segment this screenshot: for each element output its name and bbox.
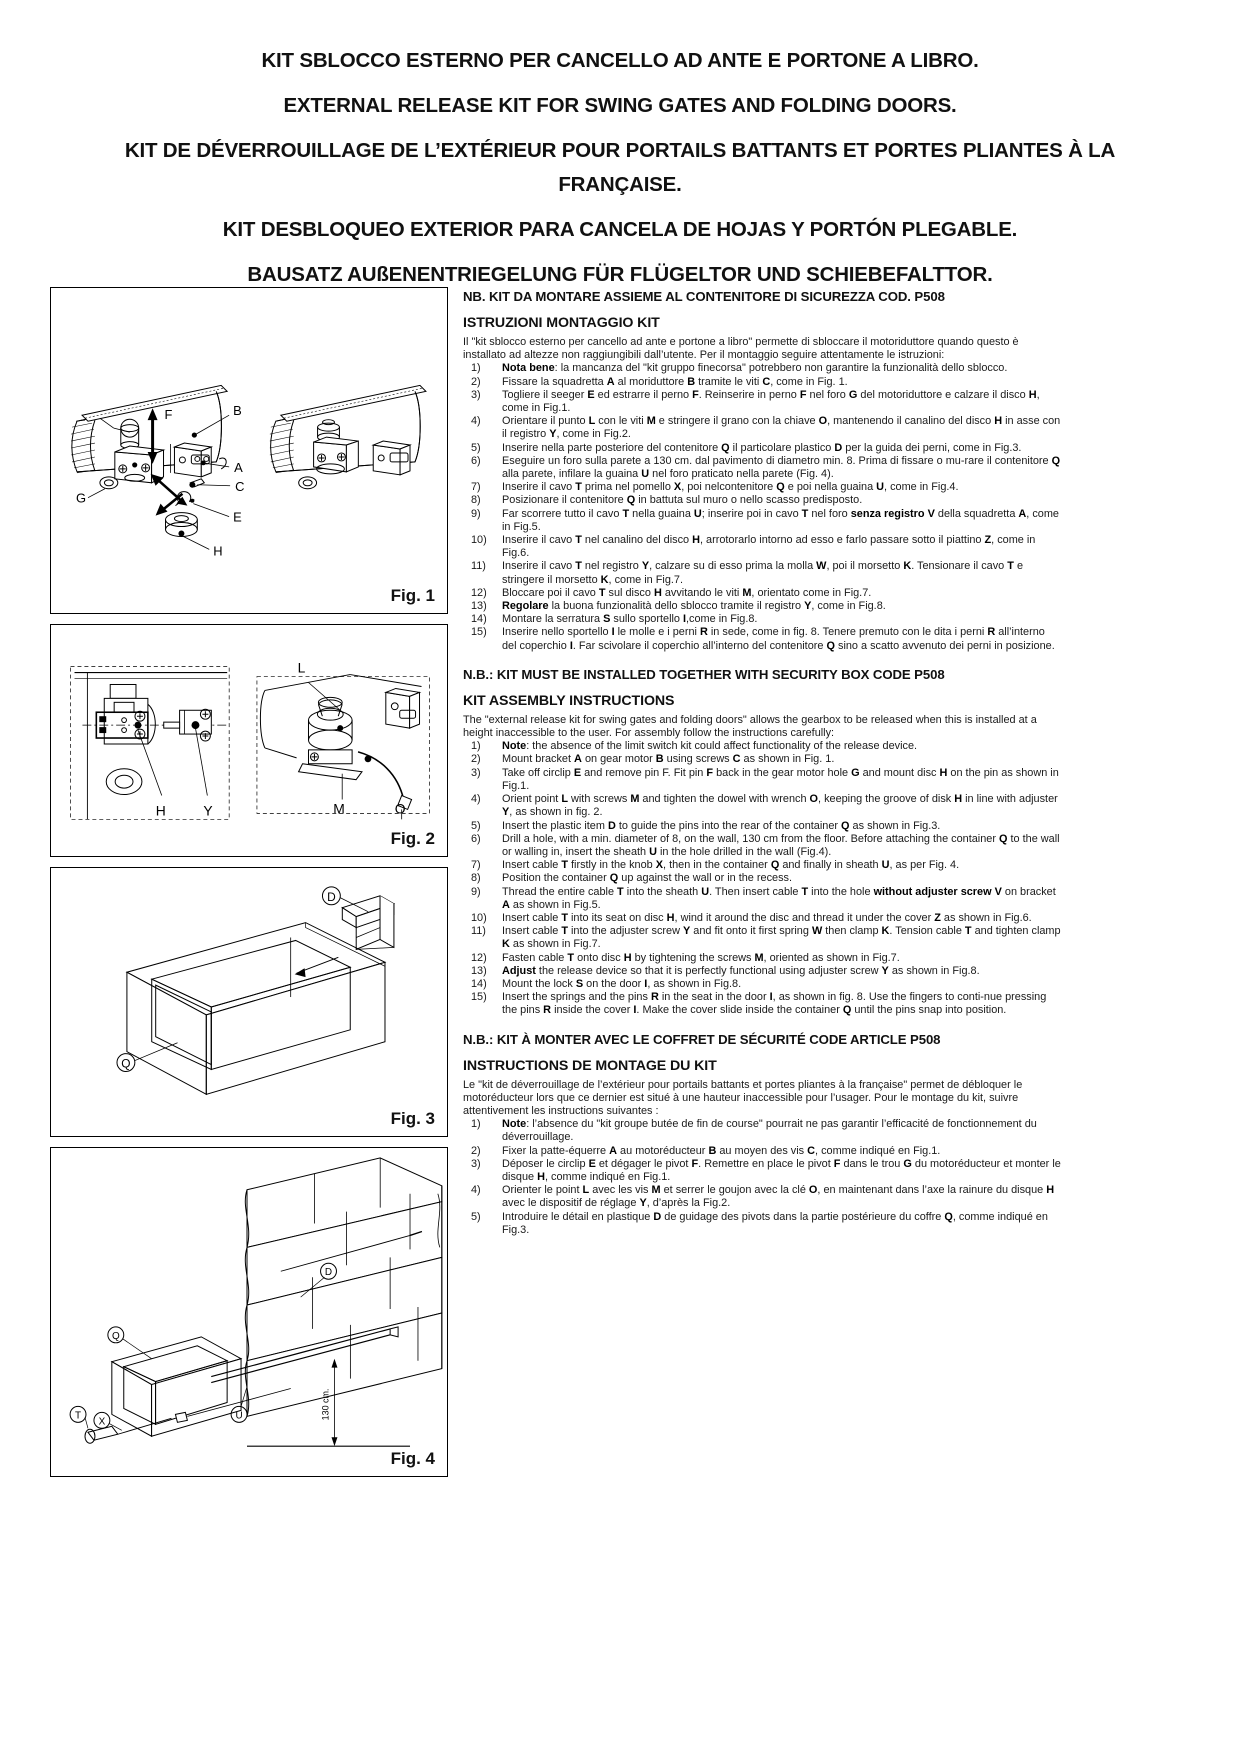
- step-number: 1): [471, 1118, 481, 1131]
- step-text: Inserire nello sportello I le molle e i perni R in sede, come in fig. 8. Tenere premuto con le dita i perni R all’interno del coperchio I. Far scivolare il coperchio all’interno del contenitore Q sino a scatto avvenuto dei perni in posizione.: [502, 626, 1055, 652]
- instruction-step: [463, 859, 1061, 872]
- figure-3-drawing: [51, 868, 447, 1136]
- english-intro: The "external release kit for swing gates and folding doors" allows the gearbox to be released when this is installed at a height inaccessible to the user. For assembly follow the instructions carefully:: [463, 713, 1037, 740]
- step-text: Thread the entire cable T into the sheath U. Then insert cable T into the hole without adjuster screw V on bracket A as shown in Fig.5.: [502, 885, 1056, 911]
- title-block: [100, 44, 1140, 292]
- step-text: Togliere il seeger E ed estrarre il perno F. Reinserire in perno F nel foro G del motoriduttore e calzare il disco H, come in Fig.1.: [502, 388, 1040, 415]
- instruction-step: [463, 1158, 1061, 1184]
- step-number: 2): [471, 1144, 481, 1157]
- step-text: Mount bracket A on gear motor B using screws C as shown in Fig. 1.: [502, 753, 835, 766]
- instruction-step: [463, 442, 1061, 455]
- step-number: 13): [471, 964, 487, 977]
- step-number: 6): [471, 832, 481, 845]
- step-text: Inserire il cavo T nel registro Y, calzare su di esso prima la molla W, poi il morsetto K. Tensionare il cavo T e stringere il morsetto K, come in Fig.7.: [502, 560, 1024, 586]
- step-text: Adjust the release device so that it is perfectly functional using adjuster screw Y as shown in Fig.8.: [502, 964, 980, 977]
- title-spanish: KIT DESBLOQUEO EXTERIOR PARA CANCELA DE HOJAS Y PORTÓN PLEGABLE.: [222, 218, 1018, 241]
- figure-4-label: Fig. 4: [390, 1449, 435, 1468]
- figure-1-callout-E: E: [233, 509, 242, 525]
- instruction-step: [463, 481, 1061, 494]
- step-text: Posizionare il contenitore Q in battuta sul muro o nello scasso predisposto.: [502, 494, 863, 507]
- step-number: 3): [471, 1157, 481, 1170]
- instruction-step: [463, 991, 1061, 1017]
- instruction-step: [463, 912, 1061, 925]
- step-number: 15): [471, 991, 487, 1004]
- title-italian: KIT SBLOCCO ESTERNO PER CANCELLO AD ANTE E PORTONE A LIBRO.: [261, 49, 979, 72]
- french-section-heading: INSTRUCTIONS DE MONTAGE DU KIT: [463, 1057, 717, 1074]
- step-number: 2): [471, 753, 481, 766]
- figure-3-callout-D: D: [327, 889, 336, 904]
- figure-4: [50, 1147, 448, 1477]
- figure-4-callout-X: X: [98, 1416, 106, 1428]
- instruction-step: [463, 1211, 1061, 1237]
- step-number: 10): [471, 911, 487, 924]
- instruction-step: [463, 626, 1061, 652]
- title-french: KIT DE DÉVERROUILLAGE DE L’EXTÉRIEUR POUR PORTAILS BATTANTS ET PORTES PLIANTES À LA FRANÇAISE.: [124, 139, 1116, 196]
- figure-3-label: Fig. 3: [390, 1109, 435, 1128]
- figure-3: [50, 867, 448, 1137]
- instruction-step: [463, 925, 1061, 951]
- figure-1-callout-A: A: [234, 459, 243, 475]
- figure-2-callout-M: M: [333, 800, 345, 817]
- step-text: Insert the plastic item D to guide the pins into the rear of the container Q as shown in Fig.3.: [502, 819, 941, 832]
- title-english: EXTERNAL RELEASE KIT FOR SWING GATES AND FOLDING DOORS.: [283, 94, 957, 117]
- instruction-step: [463, 767, 1061, 793]
- step-number: 12): [471, 586, 487, 599]
- figure-2-callout-O: O: [394, 800, 406, 817]
- step-number: 3): [471, 388, 481, 401]
- step-text: Note: the absence of the limit switch kit could affect functionality of the release device.: [502, 740, 918, 753]
- figure-2-callout-Y: Y: [203, 802, 213, 819]
- step-number: 5): [471, 819, 481, 832]
- instruction-step: [463, 872, 1061, 885]
- instruction-step: [463, 415, 1061, 441]
- figure-2-label: Fig. 2: [390, 829, 435, 848]
- figure-2-drawing: [51, 625, 447, 856]
- step-text: Orient point L with screws M and tighten the dowel with wrench O, keeping the groove of disk H in line with adjuster Y, as shown in fig. 2.: [502, 793, 1058, 819]
- figure-1-callout-H: H: [213, 543, 223, 559]
- step-text: Orientare il punto L con le viti M e stringere il grano con la chiave O, mantenendo il canalino del disco H in asse con il registro Y, come in Fig.2.: [502, 415, 1061, 441]
- title-german: BAUSATZ AUßENENTRIEGELUNG FÜR FLÜGELTOR UND SCHIEBEFALTTOR.: [247, 263, 993, 286]
- figure-1-callout-F: F: [164, 407, 173, 423]
- step-number: 5): [471, 1210, 481, 1223]
- step-number: 7): [471, 859, 481, 872]
- instruction-step: [463, 753, 1061, 766]
- step-number: 6): [471, 454, 481, 467]
- instruction-step: [463, 886, 1061, 912]
- step-number: 4): [471, 415, 481, 428]
- figure-1-drawing: [51, 288, 447, 613]
- step-text: Bloccare poi il cavo T sul disco H avvitando le viti M, orientato come in Fig.7.: [502, 586, 872, 599]
- figure-4-dimension-label: 130 cm.: [320, 1388, 331, 1421]
- step-number: 3): [471, 766, 481, 779]
- step-number: 15): [471, 626, 487, 639]
- step-text: Fixer la patte-équerre A au motoréducteur B au moyen des vis C, comme indiqué en Fig.1.: [502, 1144, 941, 1157]
- instruction-step: [463, 820, 1061, 833]
- step-text: Insert cable T into the adjuster screw Y and fit onto it first spring W then clamp K. Tension cable T and tighten clamp K as shown in Fig.7.: [502, 925, 1061, 951]
- step-number: 14): [471, 613, 487, 626]
- step-text: Fasten cable T onto disc H by tightening the screws M, oriented as shown in Fig.7.: [502, 951, 900, 964]
- step-number: 1): [471, 362, 481, 375]
- step-text: Regolare la buona funzionalità dello sblocco tramite il registro Y, come in Fig.8.: [502, 600, 886, 613]
- step-number: 13): [471, 600, 487, 613]
- step-text: Far scorrere tutto il cavo T nella guaina U; inserire poi in cavo T nel foro senza registro V della squadretta A, come in Fig.5.: [502, 507, 1059, 533]
- instruction-step: [463, 508, 1061, 534]
- instruction-step: [463, 833, 1061, 859]
- step-text: Inserire nella parte posteriore del contenitore Q il particolare plastico D per la guida dei perni, come in Fig.3.: [502, 441, 1022, 454]
- figure-2-callout-H: H: [155, 802, 166, 819]
- step-number: 8): [471, 872, 481, 885]
- instruction-step: [463, 1145, 1061, 1158]
- instruction-step: [463, 534, 1061, 560]
- step-number: 10): [471, 534, 487, 547]
- figure-1-callout-C: C: [235, 478, 245, 494]
- instruction-step: [463, 455, 1061, 481]
- figure-4-callout-T: T: [75, 1410, 82, 1422]
- figure-4-callout-U: U: [235, 1410, 243, 1422]
- step-number: 1): [471, 740, 481, 753]
- step-number: 8): [471, 494, 481, 507]
- italian-section-heading: ISTRUZIONI MONTAGGIO KIT: [463, 315, 660, 331]
- step-text: Nota bene: la mancanza del "kit gruppo finecorsa" potrebbero non garantire la funzionalità dello sblocco.: [502, 362, 1008, 375]
- instruction-step: [463, 793, 1061, 819]
- instruction-step: [463, 965, 1061, 978]
- step-text: Eseguire un foro sulla parete a 130 cm. dal pavimento di diametro min. 8. Prima di fissare o mu-rare il contenitore Q alla parete, infilare la guaina U nel foro praticato nella parete (Fig. 4).: [502, 454, 1061, 481]
- italian-intro: Il "kit sblocco esterno per cancello ad ante e portone a libro" permette di sbloccare il motoriduttore quando questo è installato ad altezze non raggiungibili dall’utente. Per il montaggio seguire attentamente le istruzioni:: [463, 336, 1019, 362]
- step-text: Orienter le point L avec les vis M et serrer le goujon avec la clé O, en maintenant dans l’axe la rainure du disque H avec le dispositif de réglage Y, d’après la Fig.2.: [502, 1184, 1055, 1210]
- step-number: 11): [471, 925, 486, 938]
- instruction-step: [463, 560, 1061, 586]
- instruction-step: [463, 740, 1061, 753]
- step-number: 4): [471, 793, 481, 806]
- figure-3-callout-Q: Q: [121, 1056, 131, 1071]
- figure-4-callout-D: D: [324, 1267, 333, 1279]
- english-steps-list: [463, 740, 1061, 1017]
- step-text: Insert cable T into its seat on disc H, wind it around the disc and thread it under the cover Z as shown in Fig.6.: [502, 911, 1032, 924]
- figure-4-drawing: [51, 1148, 447, 1476]
- instruction-step: [463, 952, 1061, 965]
- instruction-step: [463, 362, 1061, 375]
- instruction-step: [463, 1118, 1061, 1144]
- step-text: Take off circlip E and remove pin F. Fit pin F back in the gear motor hole G and mount disc H on the pin as shown in Fig.1.: [502, 766, 1059, 792]
- instruction-step: [463, 1184, 1061, 1210]
- italian-nb-heading: NB. KIT DA MONTARE ASSIEME AL CONTENITORE DI SICUREZZA COD. P508: [463, 289, 945, 304]
- figure-1-label: Fig. 1: [390, 586, 435, 605]
- step-number: 14): [471, 977, 487, 990]
- step-text: Mount the lock S on the door I, as shown in Fig.8.: [502, 977, 742, 990]
- step-text: Fissare la squadretta A al moriduttore B tramite le viti C, come in Fig. 1.: [502, 375, 848, 388]
- instruction-step: [463, 376, 1061, 389]
- step-text: Position the container Q up against the wall or in the recess.: [502, 872, 792, 885]
- figure-4-callout-Q: Q: [111, 1330, 120, 1342]
- step-number: 9): [471, 507, 481, 520]
- instructions-column: [463, 288, 1061, 1237]
- english-section-heading: KIT ASSEMBLY INSTRUCTIONS: [463, 692, 675, 709]
- italian-steps-list: [463, 362, 1061, 652]
- french-nb-heading: N.B.: KIT À MONTER AVEC LE COFFRET DE SÉCURITÉ CODE ARTICLE P508: [463, 1031, 941, 1047]
- figure-1-callout-G: G: [76, 490, 87, 506]
- french-steps-list: [463, 1118, 1061, 1237]
- french-intro: Le "kit de déverrouillage de l’extérieur pour portails battants et portes pliantes à la française" permet de débloquer le motoréducteur lors que ce dernier est situé à une hauteur inaccessible pour l’usager. Pour le montage du kit, suivre attentivement les instructions suivantes :: [463, 1078, 1023, 1117]
- instruction-step: [463, 494, 1061, 507]
- step-text: Montare la serratura S sullo sportello I,come in Fig.8.: [502, 613, 758, 626]
- step-text: Déposer le circlip E et dégager le pivot F. Remettre en place le pivot F dans le trou G du motoréducteur et monter le disque H, comme indiqué en Fig.1.: [502, 1157, 1061, 1183]
- instruction-step: [463, 600, 1061, 613]
- step-number: 5): [471, 441, 481, 454]
- step-text: Drill a hole, with a min. diameter of 8, on the wall, 130 cm from the floor. Before attaching the container Q to the wall or walling in, insert the sheath U in the hole drilled in the wall (Fig.4).: [502, 832, 1060, 858]
- figure-2: [50, 624, 448, 857]
- step-number: 4): [471, 1184, 481, 1197]
- instruction-step: [463, 389, 1061, 415]
- step-text: Insert the springs and the pins R in the seat in the door I, as shown in fig. 8. Use the fingers to conti-nue pressing the pins R inside the cover I. Make the cover slide inside the container Q until the pins snap into position.: [502, 991, 1047, 1017]
- step-text: Introduire le détail en plastique D de guidage des pivots dans la partie postérieure du coffre Q, comme indiqué en Fig.3.: [502, 1210, 1048, 1236]
- figure-column: [50, 287, 448, 1487]
- instruction-step: [463, 978, 1061, 991]
- step-text: Inserire il cavo T nel canalino del disco H, arrotorarlo intorno ad esso e farlo passare sotto il piattino Z, come in Fig.6.: [502, 534, 1036, 560]
- instruction-step: [463, 613, 1061, 626]
- instruction-step: [463, 587, 1061, 600]
- english-nb-heading: N.B.: KIT MUST BE INSTALLED TOGETHER WITH SECURITY BOX CODE P508: [463, 666, 945, 682]
- step-number: 7): [471, 481, 481, 494]
- step-number: 9): [471, 885, 481, 898]
- step-number: 2): [471, 375, 481, 388]
- step-number: 12): [471, 951, 487, 964]
- figure-1: [50, 287, 448, 614]
- figure-2-callout-L: L: [297, 659, 306, 676]
- figure-1-callout-B: B: [233, 403, 242, 419]
- step-number: 11): [471, 560, 486, 573]
- step-text: Note: l’absence du "kit groupe butée de fin de course" pourrait ne pas garantir l’efficacité de fonctionnement du déverrouillage.: [502, 1118, 1037, 1144]
- step-text: Inserire il cavo T prima nel pomello X, poi nelcontenitore Q e poi nella guaina U, come in Fig.4.: [502, 481, 959, 494]
- step-text: Insert cable T firstly in the knob X, then in the container Q and finally in sheath U, as per Fig. 4.: [502, 859, 960, 872]
